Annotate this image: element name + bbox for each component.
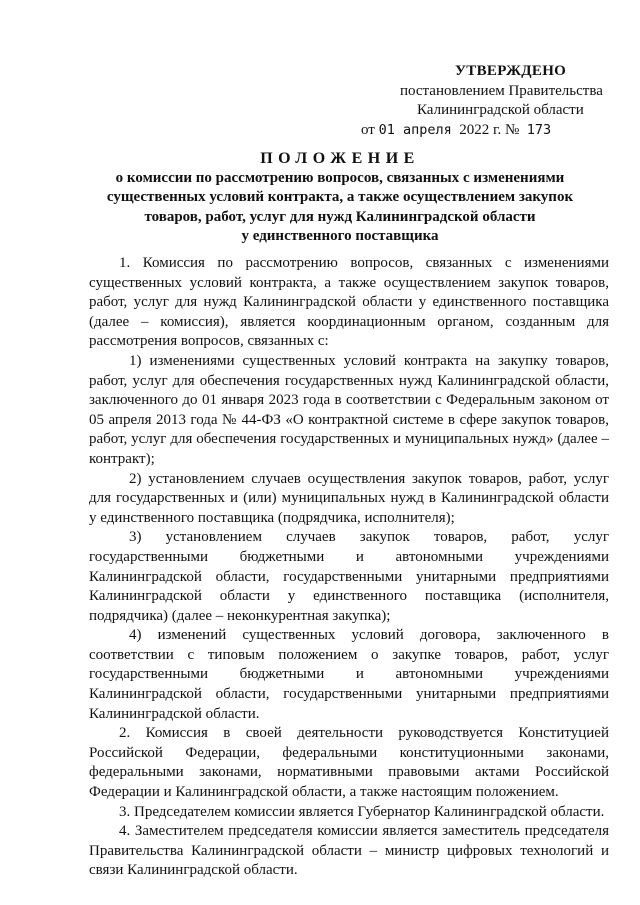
paragraph: 4. Заместителем председателя комиссии является заместитель председателя Правительства Калининградской области – министр цифровых технологий и связи Калининградской области. (89, 823, 609, 879)
title-subtitle-line: о комиссии по рассмотрению вопросов, связанных с изменениями (115, 169, 565, 186)
document-body (89, 254, 609, 881)
subparagraph: 4) изменений существенных условий договора, заключенного в соответствии с типовым положением о закупке товаров, работ, услуг государственными бюджетными и автономными учреждениями Калининградской области, государственными унитарными предприятиями Калининградской области. (89, 627, 609, 722)
approval-line-2: Калининградской области (417, 102, 584, 118)
approval-date: 01 апреля (378, 121, 452, 138)
document-title (60, 149, 620, 247)
approval-stamp (345, 62, 605, 140)
subparagraph: 2) установлением случаев осуществления закупок товаров, работ, услуг для государственных и (или) муниципальных нужд в Калининградской области у единственного поставщика (подрядчика, исполнителя); (89, 470, 609, 526)
approval-number-sign: № (504, 121, 520, 138)
approval-date-prefix: от (361, 121, 375, 138)
approval-date-line (345, 121, 605, 141)
approval-number: 173 (526, 121, 552, 138)
approval-year: 2022 г. (459, 121, 502, 138)
title-subtitle-line: существенных условий контракта, а также осуществлением закупок (106, 189, 574, 205)
title-main: ПОЛОЖЕНИЕ (260, 150, 420, 167)
title-subtitle-line: товаров, работ, услуг для нужд Калининградской области (144, 208, 536, 225)
approval-heading: УТВЕРЖДЕНО (455, 63, 567, 79)
subparagraph: 1) изменениями существенных условий контракта на закупку товаров, работ, услуг для обеспечения государственных нужд Калининградской области, заключенного до 01 января 2023 года в соответствии с Федеральным законом от 05 апреля 2013 года № 44-ФЗ «О контрактной системе в сфере закупок товаров, работ, услуг для обеспечения государственных и муниципальных нужд» (далее – контракт); (89, 352, 609, 467)
subparagraph: 3) установлением случаев закупок товаров, работ, услуг государственными бюджетными и автономными учреждениями Калининградской области, государственными унитарными предприятиями Калининградской области у единственного поставщика (исполнителя, подрядчика) (далее – неконкурентная закупка); (89, 529, 609, 624)
paragraph: 3. Председателем комиссии является Губернатор Калининградской области. (119, 803, 605, 820)
paragraph: 1. Комиссия по рассмотрению вопросов, связанных с изменениями существенных условий контракта, а также осуществлением закупок товаров, работ, услуг для нужд Калининградской области у единственного поставщика (далее – комиссия), является координационным органом, созданным для рассмотрения вопросов, связанных с: (89, 255, 609, 350)
title-subtitle-line: у единственного поставщика (241, 228, 439, 244)
approval-line-1: постановлением Правительства (400, 82, 603, 99)
paragraph: 2. Комиссия в своей деятельности руководствуется Конституцией Российской Федерации, федеральными конституционными законами, федеральными законами, нормативными правовыми актами Российской Федерации и Калининградской области, а также настоящим положением. (89, 725, 609, 801)
